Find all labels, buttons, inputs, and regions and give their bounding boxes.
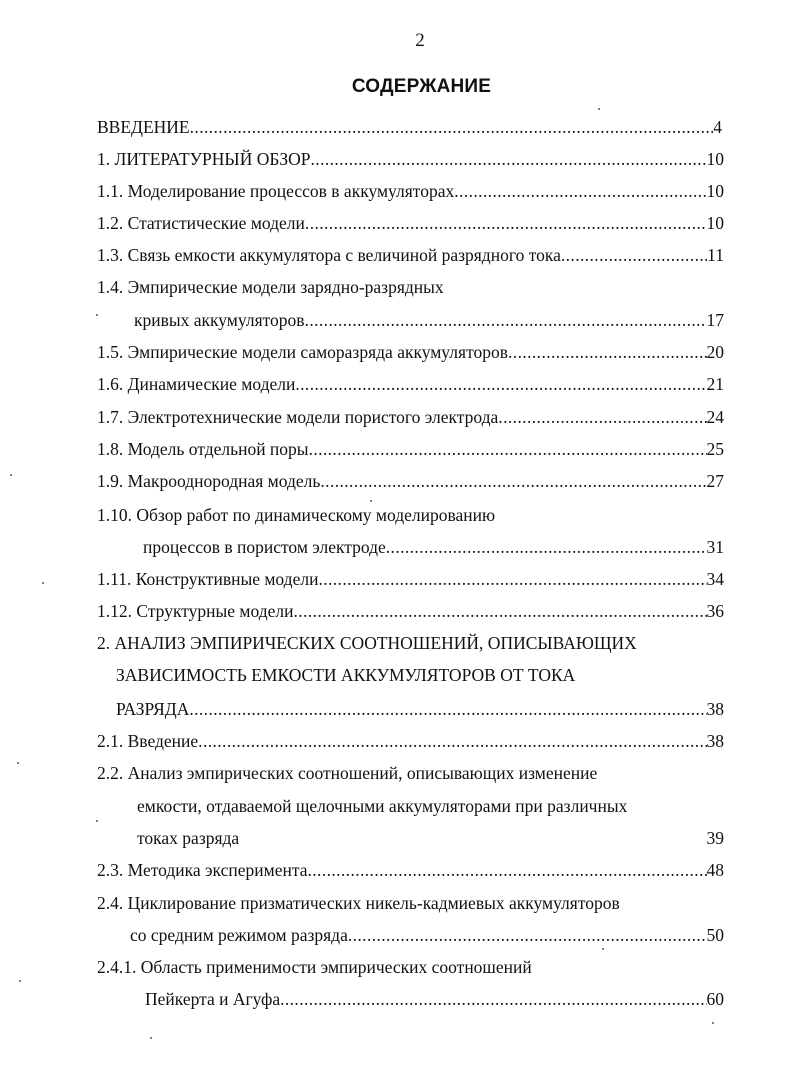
toc-leader-dots xyxy=(305,210,707,236)
toc-entry-text: РАЗРЯДА xyxy=(116,699,190,719)
toc-leader-dots xyxy=(386,534,707,560)
toc-entry-1-10-line2[interactable] xyxy=(143,534,724,560)
toc-entry-page: 60 xyxy=(706,989,724,1009)
toc-entry-text: ВВЕДЕНИЕ xyxy=(97,117,190,137)
toc-entry-1-1[interactable] xyxy=(97,178,724,204)
toc-entry-2-4-1-line2[interactable] xyxy=(145,986,724,1012)
toc-entry-text: Пейкерта и Агуфа xyxy=(145,989,281,1009)
scan-speck xyxy=(150,1037,152,1039)
toc-entry-text: 1.2. Статистические модели xyxy=(97,213,305,233)
toc-leader-dots xyxy=(198,728,706,754)
toc-entry-2-2-line2[interactable] xyxy=(137,793,724,819)
toc-leader-dots xyxy=(305,307,707,333)
toc-entry-text: 1. ЛИТЕРАТУРНЫЙ ОБЗОР xyxy=(97,149,311,169)
scan-speck xyxy=(96,820,98,822)
toc-leader-dots xyxy=(498,404,706,430)
toc-leader-dots xyxy=(309,436,707,462)
toc-entry-page: 50 xyxy=(706,925,724,945)
toc-entry-1-12[interactable] xyxy=(97,598,724,624)
toc-leader-dots xyxy=(318,566,706,592)
toc-entry-1-2[interactable] xyxy=(97,210,724,236)
toc-title: СОДЕРЖАНИЕ xyxy=(351,76,492,97)
toc-entry-page: 39 xyxy=(706,828,724,848)
toc-entry-text: 1.10. Обзор работ по динамическому моделированию xyxy=(97,505,496,525)
toc-entry-1-10-line1[interactable] xyxy=(97,502,724,528)
toc-entry-page: 10 xyxy=(706,181,724,201)
toc-entry-text: 1.4. Эмпирические модели зарядно-разрядных xyxy=(97,277,444,297)
scan-speck xyxy=(96,314,98,316)
toc-entry-page: 38 xyxy=(706,699,724,719)
toc-entry-2-4-1-line1[interactable] xyxy=(97,954,724,980)
toc-leader-dots xyxy=(311,146,707,172)
toc-entry-text: 1.1. Моделирование процессов в аккумуляторах xyxy=(97,181,455,201)
scan-speck xyxy=(598,108,600,110)
toc-entry-2-1[interactable] xyxy=(97,728,724,754)
toc-entry-text: 1.9. Макрооднородная модель xyxy=(97,471,321,491)
toc-entry-text: 1.11. Конструктивные модели xyxy=(97,569,319,589)
toc-entry-2-4-line1[interactable] xyxy=(97,890,724,916)
page-number: 2 xyxy=(415,30,425,51)
toc-entry-text: 1.7. Электротехнические модели пористого электрода xyxy=(97,407,499,427)
toc-leader-dots xyxy=(454,178,706,204)
toc-entry-text: 2.1. Введение xyxy=(97,731,199,751)
toc-entry-text: процессов в пористом электроде xyxy=(143,537,386,557)
toc-entry-2-2-line1[interactable] xyxy=(97,760,724,786)
scan-speck xyxy=(370,500,372,502)
toc-leader-dots xyxy=(348,922,707,948)
toc-leader-dots xyxy=(508,339,706,365)
toc-entry-1-4-line2[interactable] xyxy=(134,307,724,333)
toc-entry-text: 2.3. Методика эксперимента xyxy=(97,860,308,880)
toc-leader-dots xyxy=(280,986,706,1012)
toc-entry-2-line2[interactable] xyxy=(116,662,724,688)
toc-entry-1-8[interactable] xyxy=(97,436,724,462)
toc-entry-text: 2.4. Циклирование призматических никель-кадмиевых аккумуляторов xyxy=(97,893,620,913)
toc-entry-1-6[interactable] xyxy=(97,371,724,397)
toc-entry-text: токах разряда xyxy=(137,828,240,848)
toc-leader-dots xyxy=(561,242,707,268)
toc-entry-page: 36 xyxy=(706,601,724,621)
toc-entry-text: емкости, отдаваемой щелочными аккумуляторами при различных xyxy=(137,796,628,816)
toc-entry-2-2-line3[interactable] xyxy=(137,825,724,851)
toc-entry-1-5[interactable] xyxy=(97,339,724,365)
toc-entry-page: 4 xyxy=(713,117,722,137)
scan-speck xyxy=(17,762,19,764)
scan-speck xyxy=(42,582,44,584)
toc-entry-page: 10 xyxy=(706,149,724,169)
toc-entry-page: 38 xyxy=(706,731,724,751)
toc-leader-dots xyxy=(320,468,706,494)
toc-entry-text: ЗАВИСИМОСТЬ ЕМКОСТИ АККУМУЛЯТОРОВ ОТ ТОКА xyxy=(116,665,576,685)
toc-entry-page: 31 xyxy=(706,537,724,557)
scan-speck xyxy=(19,980,21,982)
toc-leader-dots xyxy=(189,696,706,722)
toc-entry-text: 1.3. Связь емкости аккумулятора с величиной разрядного тока xyxy=(97,245,561,265)
scan-speck xyxy=(10,474,12,476)
toc-entry-text: 2.4.1. Область применимости эмпирических соотношений xyxy=(97,957,532,977)
toc-entry-page: 11 xyxy=(707,245,724,265)
toc-leader-dots xyxy=(294,598,707,624)
toc-entry-1-4-line1[interactable] xyxy=(97,274,724,300)
toc-entry-page: 25 xyxy=(706,439,724,459)
toc-entry-page: 34 xyxy=(706,569,724,589)
toc-entry-page: 17 xyxy=(706,310,724,330)
toc-entry-page: 24 xyxy=(706,407,724,427)
toc-entry-1-11[interactable] xyxy=(97,566,724,592)
toc-entry-page: 21 xyxy=(706,374,724,394)
toc-entry-1-7[interactable] xyxy=(97,404,724,430)
toc-entry-text: 1.6. Динамические модели xyxy=(97,374,296,394)
toc-entry-page: 20 xyxy=(706,342,724,362)
toc-leader-dots xyxy=(190,114,714,140)
toc-entry-1-9[interactable] xyxy=(97,468,724,494)
toc-entry-text: 1.5. Эмпирические модели саморазряда аккумуляторов xyxy=(97,342,509,362)
toc-entry-text: 1.12. Структурные модели xyxy=(97,601,294,621)
toc-entry-2-3[interactable] xyxy=(97,857,724,883)
scan-speck xyxy=(602,948,604,950)
scan-speck xyxy=(712,1022,714,1024)
toc-entry-text: 2. АНАЛИЗ ЭМПИРИЧЕСКИХ СООТНОШЕНИЙ, ОПИСЫВАЮЩИХ xyxy=(97,633,637,653)
toc-entry-text: 2.2. Анализ эмпирических соотношений, описывающих изменение xyxy=(97,763,598,783)
toc-entry-text: кривых аккумуляторов xyxy=(134,310,305,330)
toc-entry-page: 48 xyxy=(706,860,724,880)
toc-entry-2-line3[interactable] xyxy=(116,696,724,722)
toc-entry-1-3[interactable] xyxy=(97,242,724,268)
toc-entry-introduction[interactable] xyxy=(97,114,722,140)
toc-entry-page: 10 xyxy=(706,213,724,233)
toc-entry-2-4-line2[interactable] xyxy=(130,922,724,948)
toc-entry-1[interactable] xyxy=(97,146,724,172)
toc-leader-dots xyxy=(295,371,706,397)
toc-entry-text: со средним режимом разряда xyxy=(130,925,348,945)
toc-entry-text: 1.8. Модель отдельной поры xyxy=(97,439,309,459)
toc-entry-page: 27 xyxy=(706,471,724,491)
toc-leader-dots xyxy=(307,857,706,883)
toc-entry-2-line1[interactable] xyxy=(97,630,724,656)
